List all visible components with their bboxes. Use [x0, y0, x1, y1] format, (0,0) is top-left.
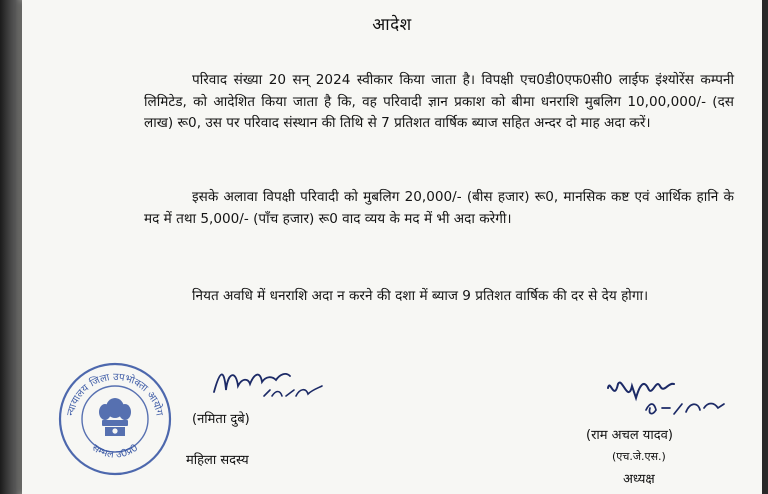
svg-text:सम्भल उ0प्र0	[90, 443, 140, 461]
handwritten-signature-left	[210, 360, 330, 404]
paragraph-2: इसके अलावा विपक्षी परिवादी को मुबलिग 20,000/- (बीस हजार) रू0, मानसिक कष्ट एवं आर्थिक हानि के मद में तथा 5,000/- (पाँच हजार) रू0 वाद व्यय के मद में भी अदा करेगी।	[144, 189, 734, 227]
paragraph-3: नियत अवधि में धनराशि अदा न करने की दशा में ब्याज 9 प्रतिशत वार्षिक की दर से देय होगा।	[192, 288, 649, 304]
photo-left-edge	[0, 0, 22, 494]
national-emblem-icon	[99, 398, 131, 436]
handwritten-signature-right	[602, 374, 732, 424]
document-heading: आदेश	[372, 15, 412, 35]
seal-bottom-text: सम्भल उ0प्र0	[89, 442, 141, 461]
document-page	[22, 0, 762, 494]
court-seal-stamp	[56, 360, 174, 478]
seal-top-text: न्यायालय जिला उपभोक्ता आयोग	[65, 371, 165, 417]
left-signatory-name: (नमिता दुबे)	[192, 412, 250, 427]
right-signatory-title: अध्यक्ष	[623, 472, 655, 487]
left-signatory-title: महिला सदस्य	[186, 453, 249, 468]
paragraph-1: परिवाद संख्या 20 सन् 2024 स्वीकार किया जाता है। विपक्षी एच0डी0एफ0सी0 लाईफ इंश्योरेंस कम्पनी लिमिटेड, को आदेशित किया जाता है कि, वह परिवादी ज्ञान प्रकाश को बीमा धनराशि मुबलिग 10,00,000/- (दस लाख) रू0, उस पर परिवाद संस्थान की तिथि से 7 प्रतिशत वार्षिक ब्याज सहित अन्दर दो माह अदा करें।	[144, 72, 734, 131]
right-signatory-qualification: (एच.जे.एस.)	[612, 450, 666, 463]
right-signatory-name: (राम अचल यादव)	[586, 428, 673, 443]
